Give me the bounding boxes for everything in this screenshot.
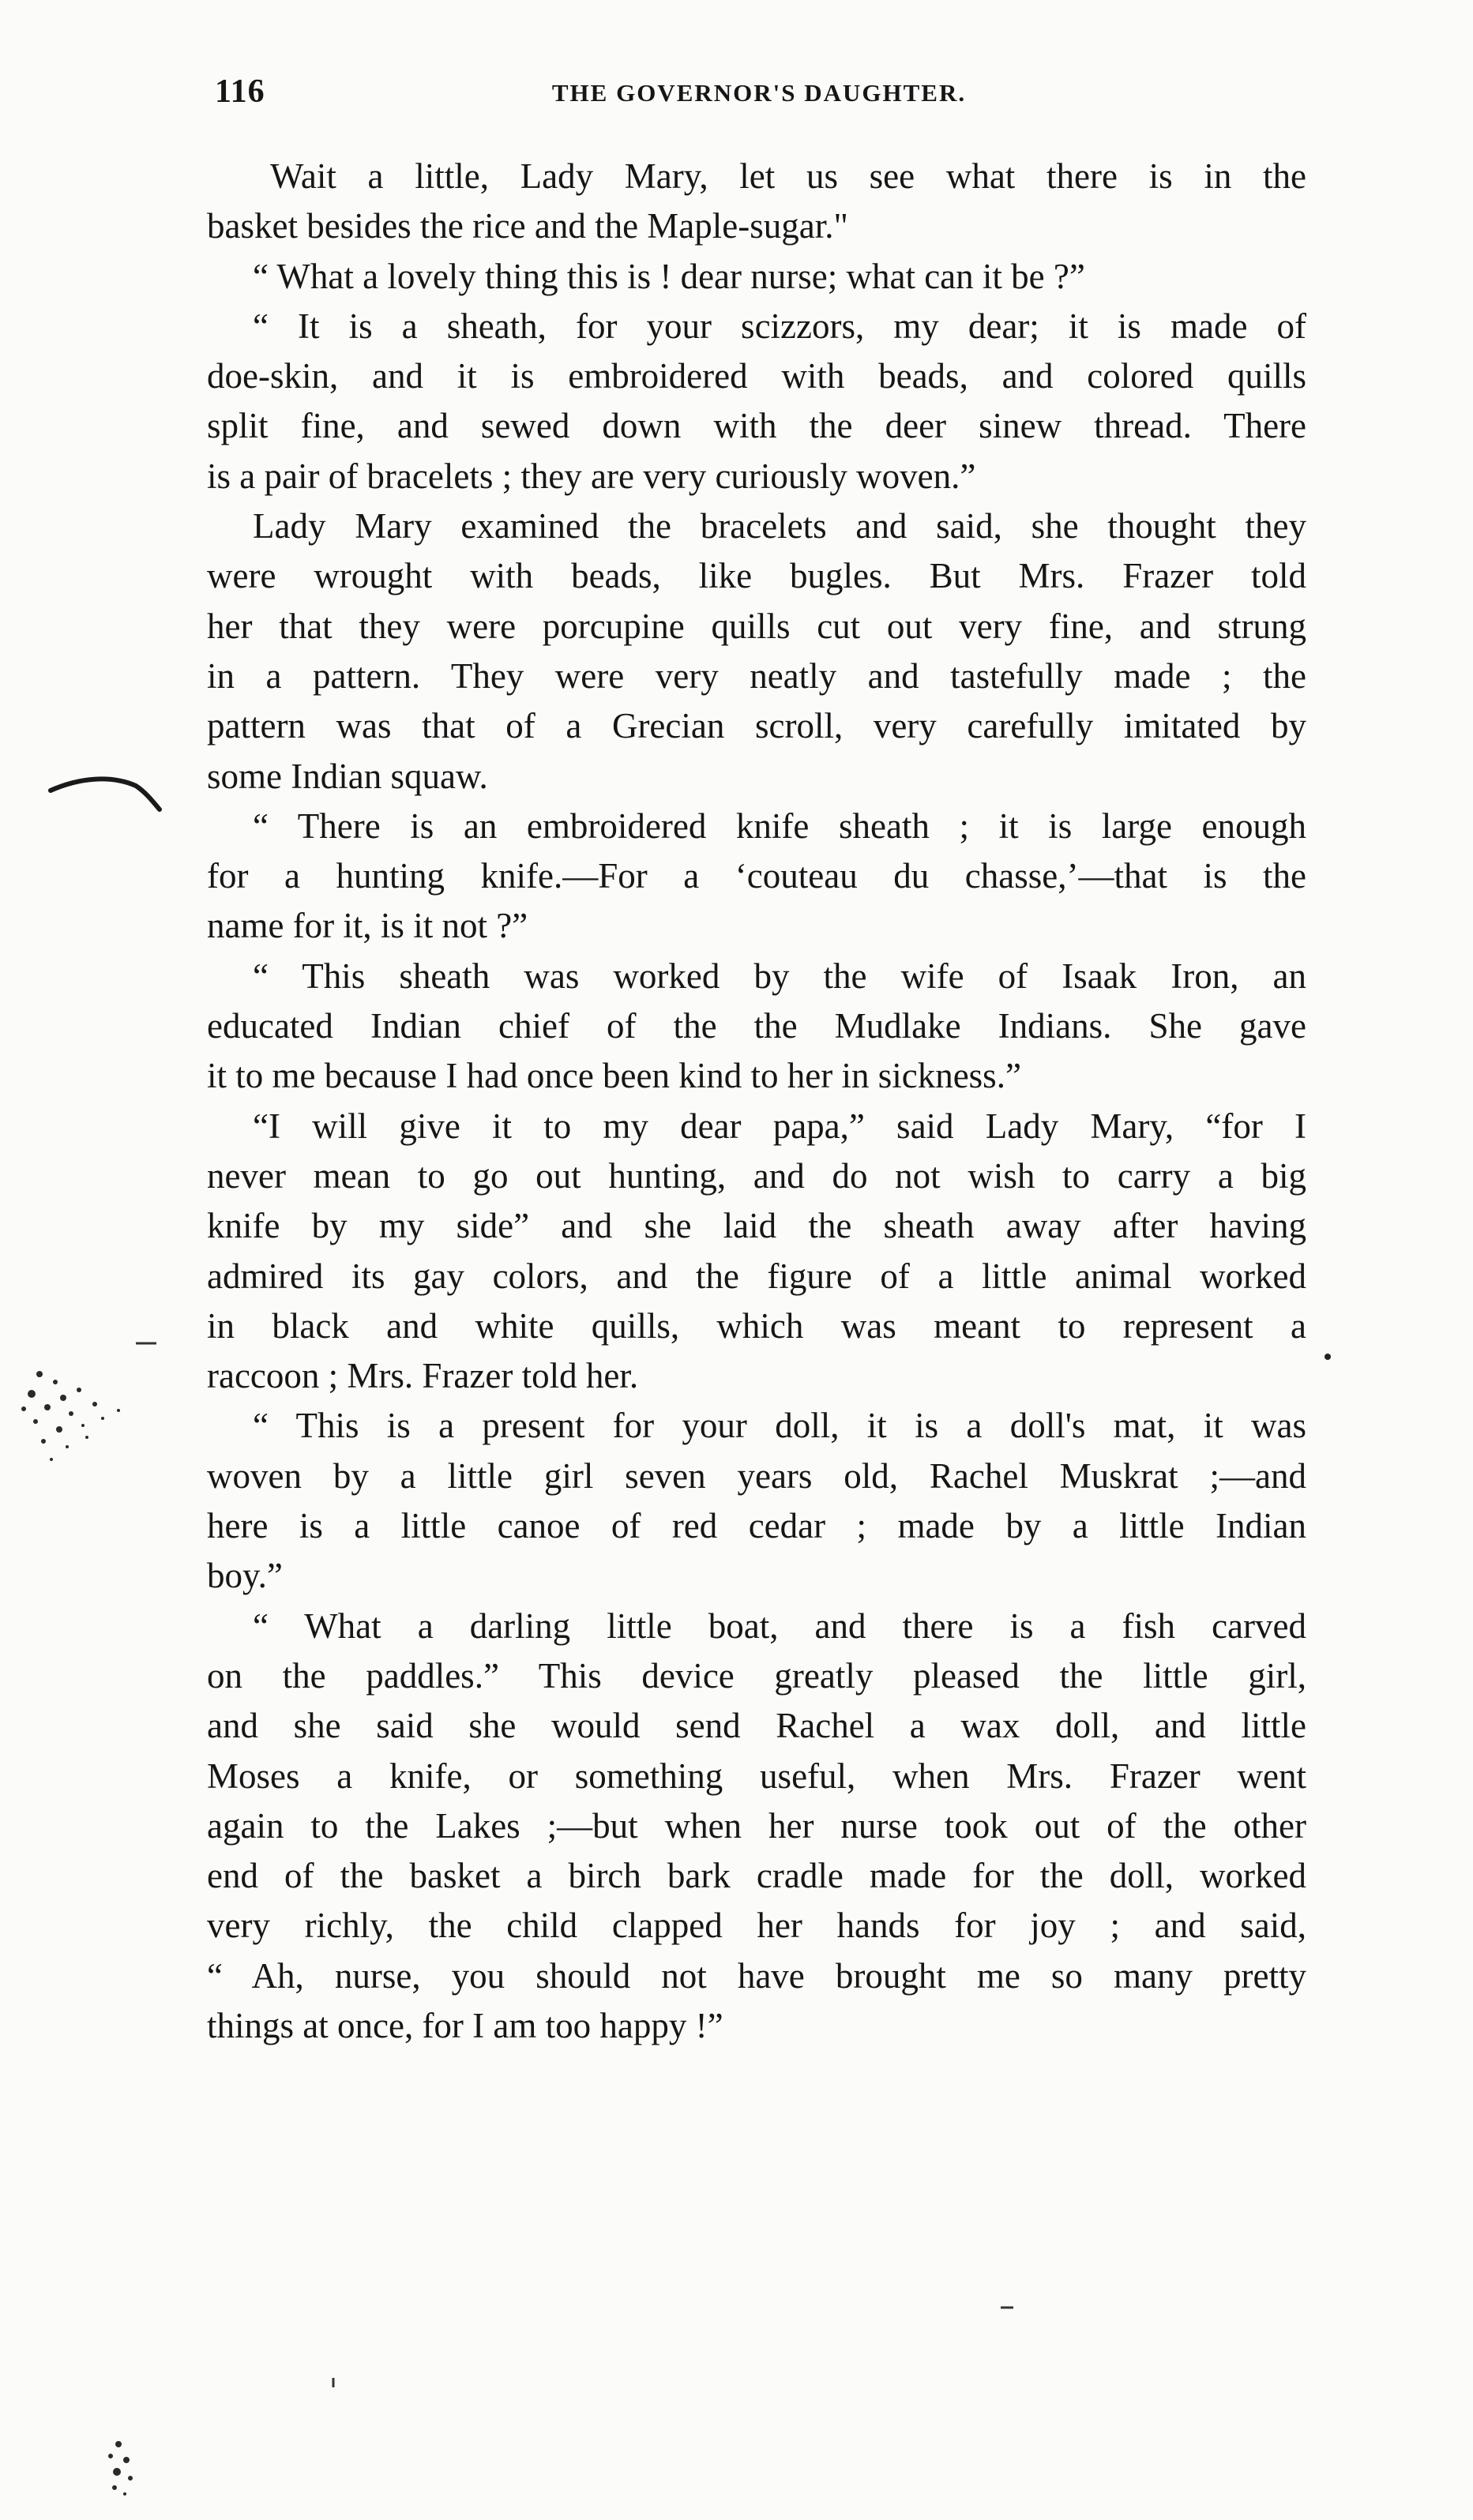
- scan-specks: [8, 1358, 134, 1477]
- text-line: her that they were porcupine quills cut out very fine, and strung: [207, 606, 1306, 646]
- text-line: very richly, the child clapped her hands for joy ; and said,: [207, 1906, 1306, 1946]
- text-line: in black and white quills, which was meant to represent a: [207, 1305, 1306, 1346]
- text-line: “ What a lovely thing this is ! dear nurse; what can it be ?”: [253, 256, 1085, 296]
- text-line: woven by a little girl seven years old, Rachel Muskrat ;—and: [207, 1455, 1306, 1496]
- page-header: [215, 73, 1303, 120]
- text-line: name for it, is it not ?”: [207, 906, 528, 946]
- text-line: raccoon ; Mrs. Frazer told her.: [207, 1356, 639, 1396]
- text-line: “ This sheath was worked by the wife of Isaak Iron, an: [253, 956, 1306, 996]
- text-line: some Indian squaw.: [207, 756, 488, 796]
- scan-smudge: [47, 762, 174, 825]
- text-line: “I will give it to my dear papa,” said Lady Mary, “for I: [253, 1106, 1306, 1146]
- text-line: in a pattern. They were very neatly and tastefully made ; the: [207, 655, 1306, 696]
- text-line: “ This is a present for your doll, it is a doll's mat, it was: [253, 1406, 1306, 1446]
- body-text: [207, 152, 1306, 2051]
- text-line: on the paddles.” This device greatly pleased the little girl,: [207, 1655, 1306, 1696]
- scan-dot: [134, 1339, 158, 1348]
- text-line: here is a little canoe of red cedar ; made by a little Indian: [207, 1506, 1306, 1546]
- scan-dot: [999, 2304, 1015, 2311]
- text-line: admired its gay colors, and the figure of a little animal worked: [207, 1256, 1306, 1296]
- scan-dot: [330, 2377, 336, 2388]
- text-line: split fine, and sewed down with the deer sinew thread. There: [207, 406, 1306, 446]
- text-line: boy.”: [207, 1556, 283, 1596]
- text-line: “ Ah, nurse, you should not have brought me so many pretty: [207, 1955, 1306, 1996]
- text-line: “ What a darling little boat, and there is a fish carved: [253, 1606, 1306, 1646]
- text-line: and she said she would send Rachel a wax doll, and little: [207, 1706, 1306, 1746]
- text-line: Lady Mary examined the bracelets and said, she thought they: [253, 506, 1306, 546]
- text-line: again to the Lakes ;—but when her nurse took out of the other: [207, 1805, 1306, 1846]
- text-line: basket besides the rice and the Maple-sugar.": [207, 206, 848, 246]
- text-line: for a hunting knife.—For a ‘couteau du chasse,’—that is the: [207, 856, 1306, 896]
- text-line: never mean to go out hunting, and do not wish to carry a big: [207, 1155, 1306, 1196]
- text-line: end of the basket a birch bark cradle made for the doll, worked: [207, 1856, 1306, 1896]
- text-line: were wrought with beads, like bugles. But Mrs. Frazer told: [207, 556, 1306, 596]
- text-line: is a pair of bracelets ; they are very curiously woven.”: [207, 456, 976, 496]
- text-line: knife by my side” and she laid the sheath away after having: [207, 1206, 1306, 1246]
- text-line: things at once, for I am too happy !”: [207, 2005, 723, 2045]
- text-line: pattern was that of a Grecian scroll, very carefully imitated by: [207, 706, 1306, 746]
- text-line: Wait a little, Lady Mary, let us see what there is in the: [270, 156, 1306, 196]
- scan-dot: [1323, 1352, 1332, 1361]
- text-line: “ There is an embroidered knife sheath ; it is large enough: [253, 806, 1306, 846]
- text-line: it to me because I had once been kind to her in sickness.”: [207, 1056, 1021, 1096]
- text-line: educated Indian chief of the the Mudlake Indians. She gave: [207, 1006, 1306, 1046]
- running-head: THE GOVERNOR'S DAUGHTER.: [551, 79, 967, 107]
- text-line: Moses a knife, or something useful, when Mrs. Frazer went: [207, 1756, 1306, 1796]
- text-line: “ It is a sheath, for your scizzors, my dear; it is made of: [253, 306, 1306, 346]
- scan-specks-bottom: [95, 2432, 150, 2503]
- text-line: doe-skin, and it is embroidered with beads, and colored quills: [207, 356, 1306, 396]
- page-number: 116: [215, 73, 265, 110]
